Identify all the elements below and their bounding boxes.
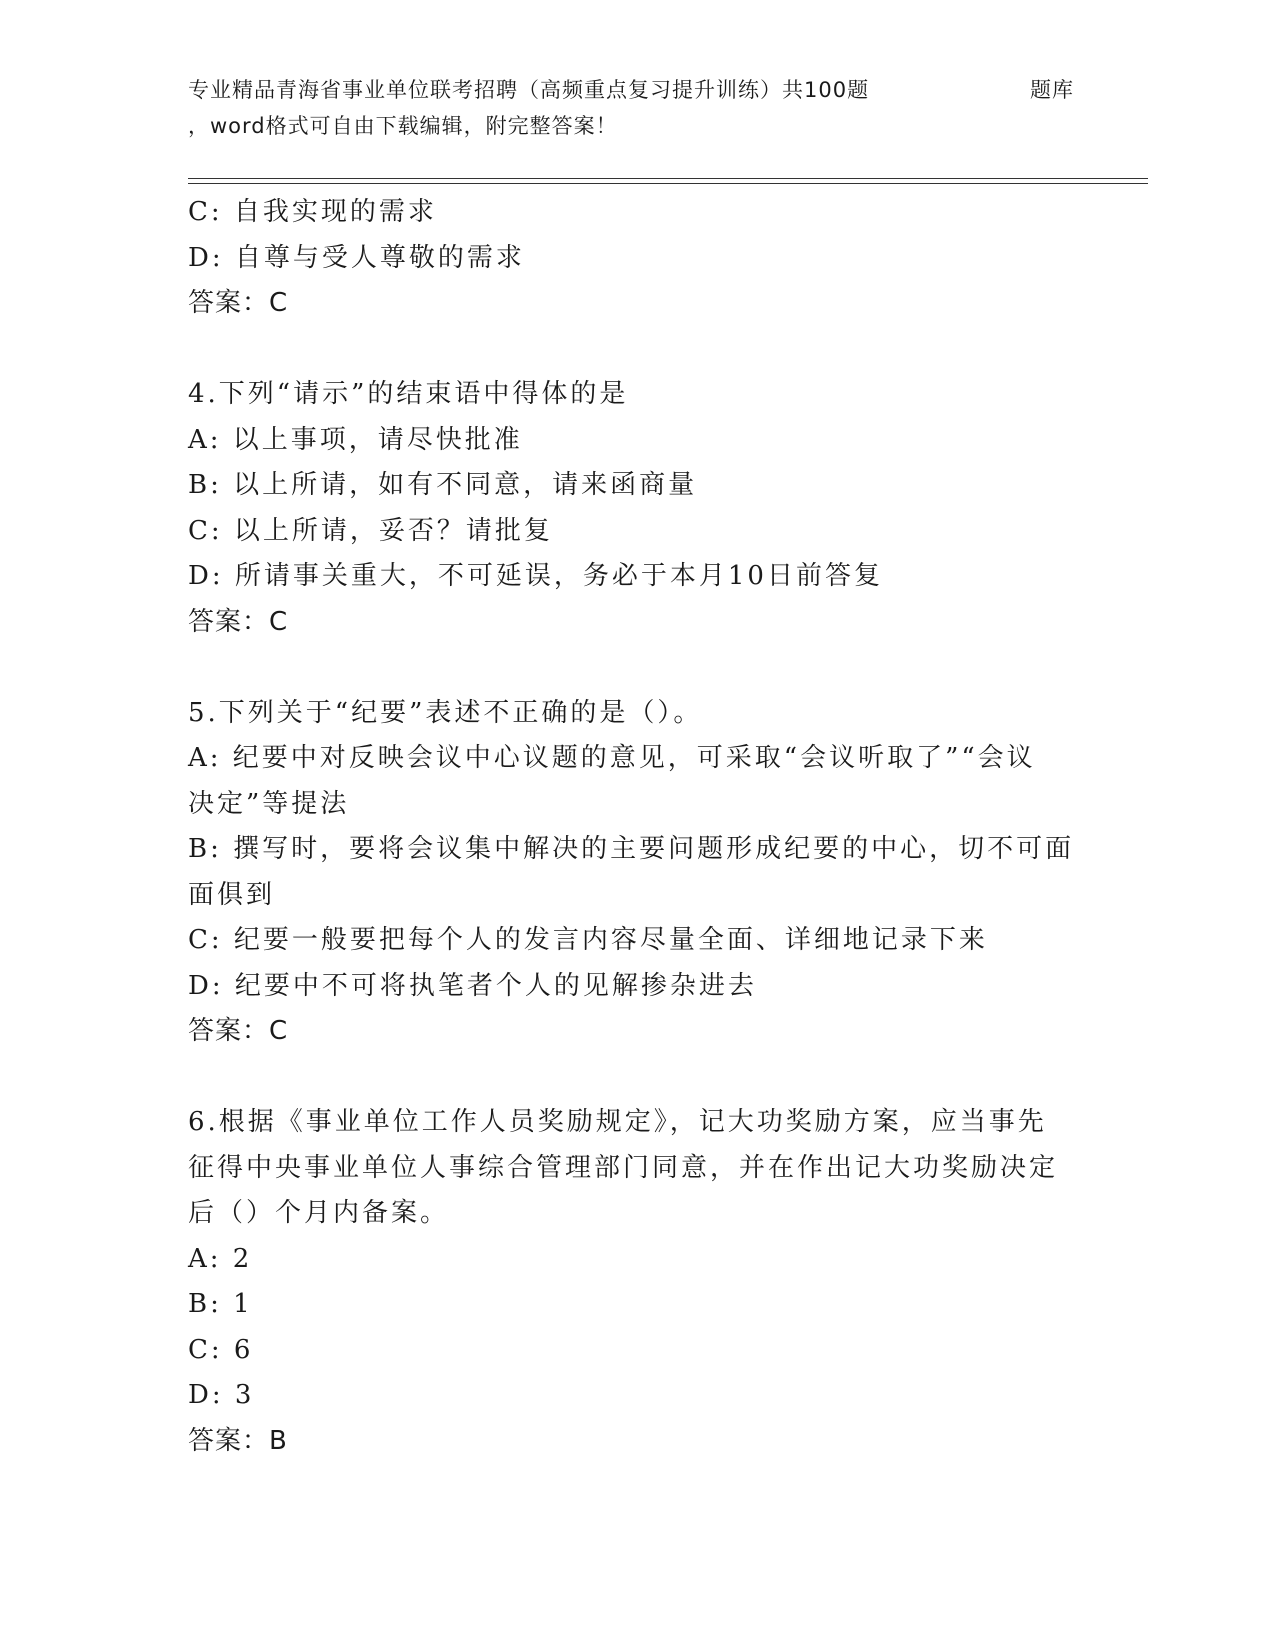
question-6 bbox=[188, 1100, 1088, 1464]
header-subtitle: ，word格式可自由下载编辑，附完整答案！ bbox=[188, 114, 618, 138]
page-header bbox=[188, 74, 1148, 144]
option-d: D: 所请事关重大，不可延误，务必于本月10日前答复 bbox=[188, 561, 883, 591]
option-d: D: 纪要中不可将执笔者个人的见解掺杂进去 bbox=[188, 970, 757, 1001]
question-stem-line-1: 6.根据《事业单位工作人员奖励规定》，记大功奖励方案，应当事先 bbox=[188, 1107, 1047, 1137]
option-b-line-1: B: 撰写时，要将会议集中解决的主要问题形成纪要的中心，切不可面 bbox=[188, 834, 1075, 864]
header-rule-top bbox=[188, 178, 1148, 179]
option-c: C: 6 bbox=[188, 1334, 254, 1365]
question-stem-line-2: 征得中央事业单位人事综合管理部门同意，并在作出记大功奖励决定 bbox=[188, 1152, 1059, 1183]
option-b: B: 1 bbox=[188, 1289, 253, 1319]
option-c: C: 自我实现的需求 bbox=[188, 197, 437, 227]
option-d: D: 自尊与受人尊敬的需求 bbox=[188, 242, 525, 273]
document-body bbox=[188, 190, 1088, 1464]
spacer bbox=[188, 645, 1088, 691]
answer: 答案：C bbox=[188, 1016, 289, 1046]
option-a-line-2: 决定”等提法 bbox=[188, 788, 350, 819]
spacer bbox=[188, 1055, 1088, 1101]
option-c: C: 以上所请，妥否？请批复 bbox=[188, 515, 553, 546]
question-stem: 4.下列“请示”的结束语中得体的是 bbox=[188, 379, 629, 409]
answer: 答案：C bbox=[188, 288, 289, 318]
answer: 答案：B bbox=[188, 1425, 288, 1456]
option-a-line-1: A: 纪要中对反映会议中心议题的意见，可采取“会议听取了”“会议 bbox=[188, 743, 1036, 773]
option-a: A: 以上事项，请尽快批准 bbox=[188, 424, 523, 455]
header-rule-bottom bbox=[188, 183, 1148, 184]
option-b: B: 以上所请，如有不同意，请来函商量 bbox=[188, 470, 698, 500]
option-d: D: 3 bbox=[188, 1380, 255, 1410]
answer: 答案：C bbox=[188, 606, 289, 637]
header-tag: 题库 bbox=[1030, 78, 1074, 102]
question-stem: 5.下列关于“纪要”表述不正确的是（）。 bbox=[188, 697, 703, 728]
header-title: 专业精品青海省事业单位联考招聘（高频重点复习提升训练）共100题 bbox=[188, 78, 870, 102]
option-c: C: 纪要一般要把每个人的发言内容尽量全面、详细地记录下来 bbox=[188, 925, 988, 955]
option-a: A: 2 bbox=[188, 1243, 253, 1274]
question-3-tail bbox=[188, 190, 1088, 327]
option-b-line-2: 面俱到 bbox=[188, 879, 276, 910]
spacer bbox=[188, 327, 1088, 373]
question-stem-line-3: 后（）个月内备案。 bbox=[188, 1198, 450, 1228]
question-4 bbox=[188, 372, 1088, 645]
question-5 bbox=[188, 691, 1088, 1055]
